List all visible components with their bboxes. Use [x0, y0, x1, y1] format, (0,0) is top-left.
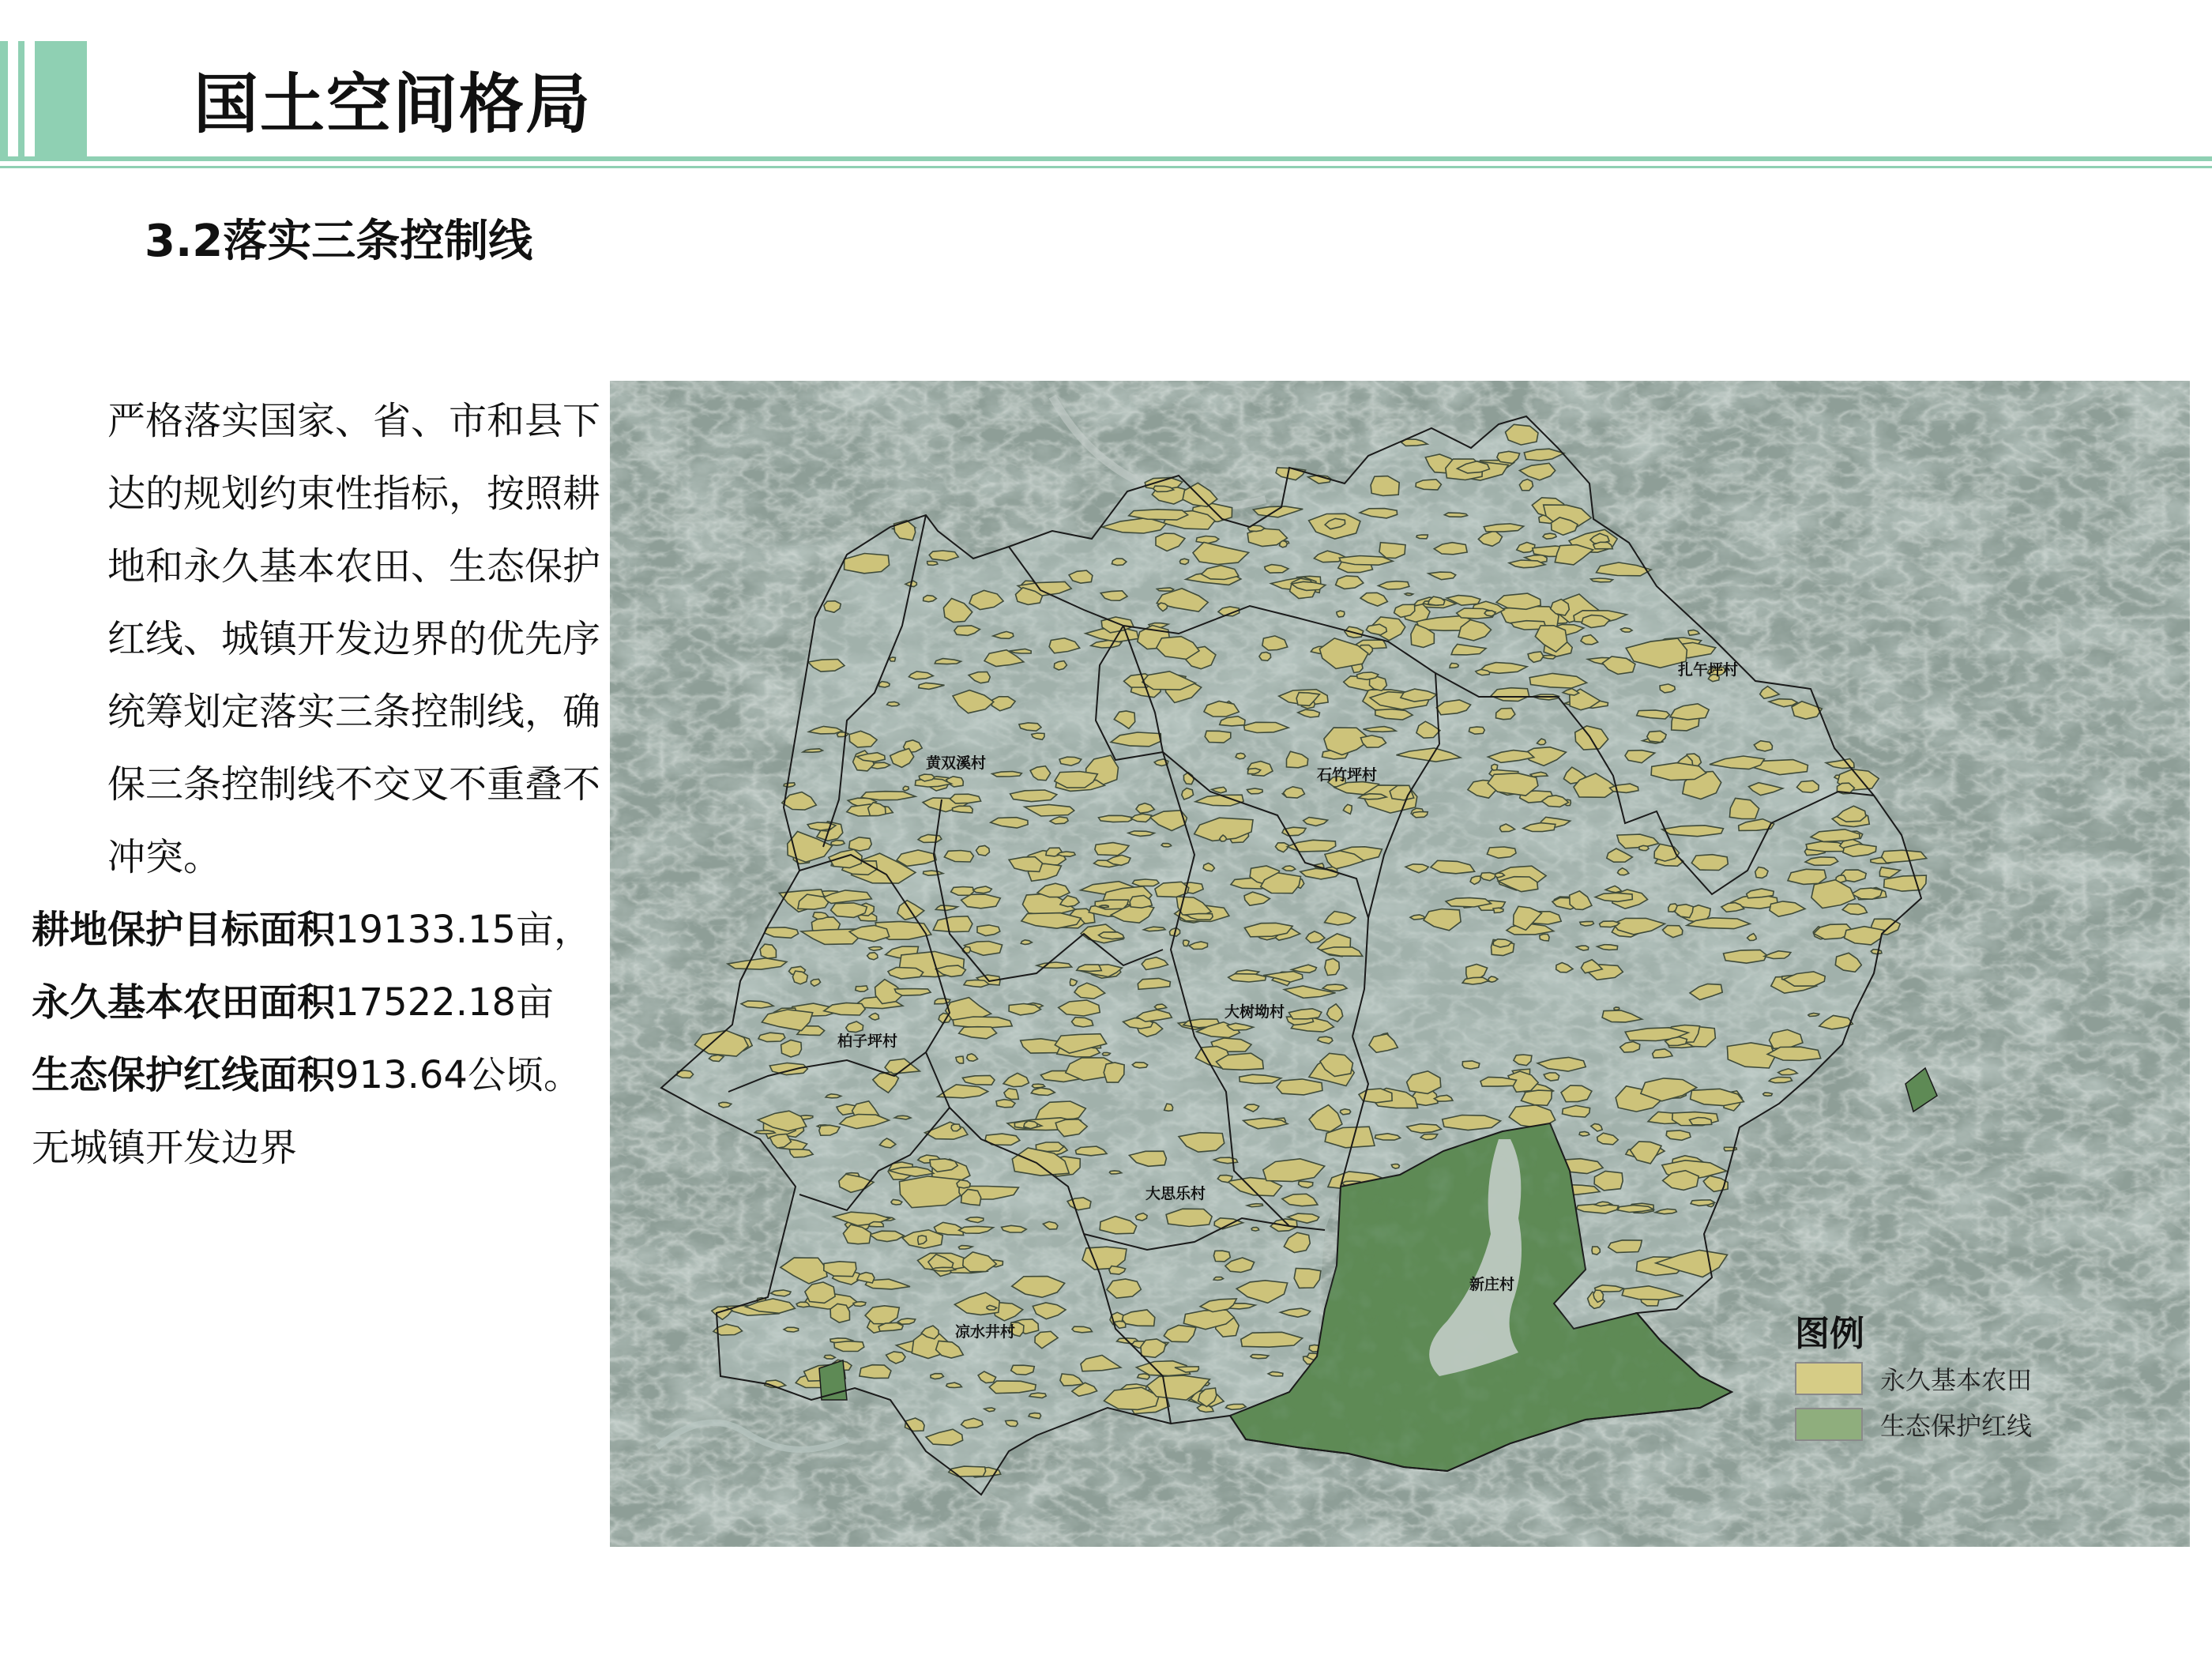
- farmland-patch: [887, 702, 900, 705]
- farmland-patch: [1213, 1251, 1230, 1262]
- farmland-patch: [1579, 1132, 1589, 1136]
- farmland-patch: [796, 1302, 810, 1307]
- farmland-patch: [1808, 1014, 1819, 1017]
- stat-eco-redline: [32, 1039, 600, 1112]
- legend-swatch-eco-redline: [1795, 1408, 1863, 1441]
- farmland-patch: [964, 980, 989, 987]
- farmland-patch: [1322, 984, 1347, 991]
- farmland-patch: [1544, 656, 1556, 660]
- header-divider-thin: [0, 166, 2212, 168]
- farmland-patch: [760, 944, 776, 958]
- farmland-patch: [1205, 731, 1231, 743]
- farmland-patch: [1416, 535, 1428, 539]
- village-label: 大树坳村: [1224, 1004, 1285, 1021]
- farmland-patch: [1029, 1393, 1046, 1398]
- farmland-patch: [1492, 764, 1498, 770]
- farmland-patch: [1690, 1118, 1712, 1125]
- farmland-patch: [1620, 628, 1632, 632]
- farmland-patch: [1651, 763, 1706, 781]
- farmland-patch: [1691, 855, 1728, 871]
- legend-swatch-farmland: [1795, 1362, 1863, 1395]
- farmland-patch: [1282, 866, 1295, 871]
- farmland-patch: [1058, 852, 1075, 856]
- farmland-patch: [1445, 513, 1468, 517]
- village-label: 凉水井村: [955, 1324, 1016, 1341]
- farmland-patch: [1132, 1063, 1147, 1068]
- farmland-patch: [869, 947, 882, 951]
- farmland-patch: [1166, 1209, 1212, 1226]
- stat-basic-farmland: [32, 966, 600, 1039]
- farmland-patch: [1179, 559, 1188, 564]
- page-title: 国土空间格局: [194, 67, 592, 142]
- village-label: 大思乐村: [1146, 1186, 1206, 1202]
- farmland-patch: [879, 682, 890, 687]
- farmland-patch: [1462, 1061, 1480, 1069]
- farmland-patch: [1357, 672, 1379, 679]
- farmland-patch: [1183, 940, 1190, 946]
- farmland-patch: [1228, 974, 1266, 982]
- legend-label: 生态保护红线: [1880, 1411, 2033, 1441]
- farmland-patch: [1580, 921, 1594, 926]
- header-accent-bar-3: [35, 41, 87, 160]
- farmland-patch: [1591, 578, 1613, 582]
- farmland-patch: [1011, 1365, 1035, 1375]
- farmland-patch: [869, 1222, 883, 1227]
- village-label: 黄双溪村: [926, 755, 987, 772]
- farmland-patch: [1100, 905, 1108, 908]
- farmland-patch: [961, 894, 1001, 908]
- farmland-patch: [976, 845, 990, 856]
- farmland-patch: [1280, 541, 1288, 547]
- farmland-patch: [1010, 790, 1057, 802]
- farmland-patch: [754, 1130, 775, 1134]
- farmland-patch: [1247, 788, 1263, 794]
- farmland-patch: [1484, 611, 1495, 616]
- farmland-patch: [1024, 1121, 1037, 1129]
- legend-title: 图例: [1795, 1314, 1864, 1354]
- farmland-patch: [1004, 1089, 1018, 1100]
- stat-farmland-target: [32, 893, 600, 966]
- farmland-patch: [1099, 815, 1136, 822]
- farmland-patch: [1660, 684, 1675, 693]
- farmland-patch: [867, 953, 878, 960]
- farmland-patch: [784, 1327, 799, 1332]
- farmland-patch: [951, 1124, 961, 1131]
- farmland-patch: [1614, 1007, 1620, 1010]
- farmland-patch: [1379, 543, 1405, 559]
- farmland-patch: [1337, 611, 1345, 617]
- body-text: [32, 385, 600, 1184]
- village-label: 新庄村: [1469, 1277, 1515, 1293]
- farmland-patch: [1608, 1240, 1642, 1253]
- farmland-patch: [1540, 934, 1549, 941]
- farmland-patch: [1104, 1063, 1124, 1082]
- village-label: 石竹坪村: [1317, 767, 1378, 784]
- farmland-patch: [1769, 1078, 1792, 1083]
- farmland-patch: [1251, 1228, 1259, 1232]
- farmland-patch: [950, 794, 981, 803]
- farmland-patch: [1493, 908, 1503, 912]
- farmland-patch: [1099, 932, 1124, 939]
- header-accent-bar-2: [18, 41, 24, 160]
- farmland-patch: [1563, 1105, 1590, 1117]
- farmland-patch: [953, 806, 973, 813]
- farmland-patch: [1469, 727, 1484, 734]
- farmland-patch: [826, 1094, 841, 1098]
- farmland-patch: [1405, 593, 1413, 596]
- farmland-patch: [1871, 950, 1882, 954]
- farmland-patch: [1391, 1164, 1399, 1169]
- farmland-patch: [1339, 556, 1393, 566]
- farmland-patch: [1325, 958, 1339, 975]
- stat-value: 19133.15亩，: [335, 908, 592, 952]
- farmland-patch: [853, 1302, 866, 1307]
- stat-label: 耕地保护目标面积: [32, 908, 336, 952]
- stat-label: 生态保护红线面积: [32, 1053, 336, 1097]
- farmland-patch: [1157, 588, 1174, 591]
- farmland-patch: [949, 1466, 986, 1477]
- village-label: 柏子坪村: [837, 1033, 898, 1050]
- header-divider: [0, 156, 2212, 161]
- farmland-patch: [1277, 1079, 1322, 1095]
- farmland-patch: [831, 841, 845, 846]
- farmland-patch: [1153, 486, 1174, 491]
- farmland-patch: [1213, 1277, 1223, 1281]
- farmland-patch: [1724, 950, 1767, 963]
- farmland-patch: [1592, 1247, 1600, 1255]
- legend-item-eco-redline: [1795, 1406, 2032, 1443]
- farmland-patch: [890, 657, 895, 661]
- farmland-patch: [1788, 869, 1826, 884]
- farmland-patch: [1647, 731, 1666, 742]
- farmland-patch: [989, 1381, 1036, 1394]
- farmland-patch: [903, 786, 908, 791]
- header-accent-bar-1: [0, 41, 8, 160]
- farmland-patch: [860, 1365, 891, 1379]
- stat-label: 永久基本农田面积: [32, 980, 336, 1025]
- farmland-patch: [1884, 875, 1927, 891]
- legend-item-farmland: [1795, 1360, 2032, 1397]
- farmland-patch: [784, 783, 795, 788]
- farmland-patch: [1496, 708, 1515, 719]
- farmland-patch: [1251, 1355, 1269, 1359]
- farmland-patch: [931, 1267, 955, 1271]
- farmland-patch: [856, 986, 868, 991]
- farmland-patch: [1268, 1371, 1283, 1376]
- farmland-patch: [1102, 1052, 1110, 1055]
- farmland-patch: [1666, 1130, 1691, 1140]
- farmland-patch: [1450, 664, 1458, 668]
- farmland-patch: [1593, 542, 1613, 549]
- farmland-patch: [919, 774, 935, 781]
- farmland-patch: [1639, 845, 1649, 850]
- farmland-patch: [1413, 812, 1428, 818]
- stat-value: 913.64公顷。: [335, 1053, 581, 1097]
- farmland-patch: [1161, 844, 1172, 847]
- farmland-patch: [1259, 653, 1271, 661]
- farmland-patch: [781, 1040, 802, 1058]
- farmland-patch: [935, 999, 950, 1004]
- farmland-patch: [1133, 879, 1160, 886]
- farmland-patch: [1032, 1084, 1044, 1088]
- farmland-patch: [1236, 753, 1245, 758]
- farmland-patch: [834, 1341, 864, 1352]
- farmland-patch: [1340, 1109, 1350, 1115]
- farmland-patch: [957, 1180, 970, 1188]
- farmland-patch: [1138, 1374, 1150, 1379]
- farmland-patch: [1543, 533, 1556, 539]
- farmland-patch: [1109, 1171, 1121, 1174]
- intro-paragraph: 严格落实国家、省、市和县下达的规划约束性指标，按照耕地和永久基本农田、生态保护红线、城镇开发边界的优先序统筹划定落实三条控制线，确保三条控制线不交叉不重叠不冲突。: [107, 399, 601, 879]
- farmland-patch: [1036, 1142, 1063, 1152]
- note-no-urban-boundary: 无城镇开发边界: [32, 1126, 298, 1170]
- stat-value: 17522.18亩: [335, 980, 555, 1025]
- farmland-patch: [1443, 1115, 1501, 1130]
- section-heading: 3.2落实三条控制线: [145, 216, 533, 267]
- legend-label: 永久基本农田: [1880, 1365, 2033, 1395]
- farmland-patch: [1763, 1093, 1773, 1096]
- farmland-patch: [758, 1033, 785, 1041]
- farmland-patch: [1112, 559, 1127, 566]
- farmland-patch: [927, 561, 938, 565]
- village-label: 扎午坪村: [1678, 662, 1739, 679]
